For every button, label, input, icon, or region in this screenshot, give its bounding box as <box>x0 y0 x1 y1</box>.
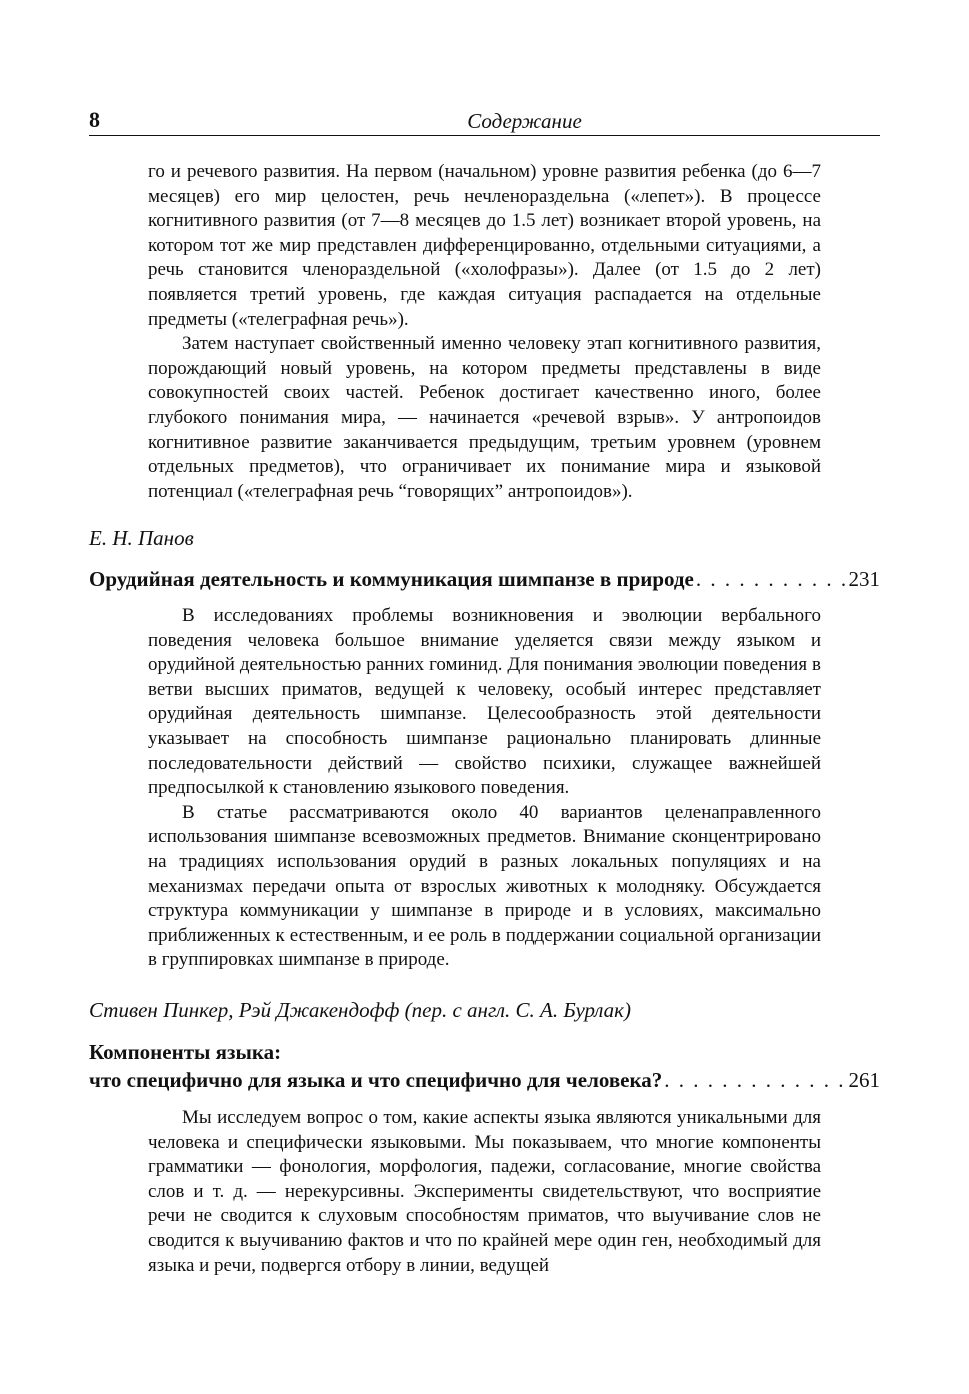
intro-text <box>148 160 821 504</box>
header-rule <box>89 135 880 136</box>
toc-entry-title: что специфично для языка и что специфично для человека? <box>89 1068 663 1092</box>
toc-page-number: 231 <box>848 567 880 591</box>
abstract-paragraph: В статье рассматриваются около 40 вариантов целенаправленного использования шимпанзе всевозможных предметов. Внимание сконцентрировано на традициях использования орудий в разных локальных популяциях и на механизмах передачи опыта от взрослых животных к молодняку. Обсуждается структура коммуникации у шимпанзе в природе и в условиях, максимально приближенных к естественным, и ее роль в поддержании социальной организации в группировках шимпанзе в природе. <box>148 801 821 971</box>
section-abstract <box>148 1106 821 1278</box>
section-abstract <box>148 604 821 973</box>
intro-paragraph: Затем наступает свойственный именно человеку этап когнитивного развития, порождающий новый уровень, на котором предметы представлены в виде совокупностей своих частей. Ребенок достигает качественно иного, более глубокого понимания мира, — начинается «речевой взрыв». У антропоидов когнитивное развитие заканчивается предыдущим, третьим уровнем (уровнем отдельных предметов), что ограничивает их понимание мира и языковой потенциал («телеграфная речь “говорящих” антропоидов»). <box>148 333 821 502</box>
abstract-paragraph: Мы исследуем вопрос о том, какие аспекты языка являются уникальными для человека и специфически языковыми. Мы показываем, что многие компоненты грамматики — фонология, морфология, падежи, согласование, многие свойства слов и т. д. — нерекурсивны. Эксперименты свидетельствуют, что восприятие речи не сводится к слуховым способностям приматов, что выучивание слов не сводится к выучиванию фактов и что по крайней мере один ген, необходимый для языка и речи, подвергся отбору в линии, ведущей <box>148 1107 821 1276</box>
toc-entry-title: Компоненты языка: <box>89 1040 282 1064</box>
toc-leader-dots <box>664 1066 846 1094</box>
toc-leader-dots <box>696 565 847 593</box>
intro-paragraph: го и речевого развития. На первом (начальном) уровне развития ребенка (до 6—7 месяцев) его мир целостен, речь нечленораздельна («лепет»). В процессе когнитивного развития (от 7—8 месяцев до 1.5 лет) возникает второй уровень, на котором тот же мир представлен дифференцированно, отдельными ситуациями, а речь становится членораздельной («холофразы»). Далее (от 1.5 до 2 лет) появляется третий уровень, где каждая ситуация распадается на отдельные предметы («телеграфная речь»). <box>148 161 821 330</box>
page-number: 8 <box>89 107 100 132</box>
section-author: Стивен Пинкер, Рэй Джакендофф (пер. с англ. С. А. Бурлак) <box>89 998 631 1022</box>
toc-entry-title: Орудийная деятельность и коммуникация шимпанзе в природе <box>89 567 694 591</box>
abstract-paragraph: В исследованиях проблемы возникновения и эволюции вербального поведения человека большое внимание уделяется связи между языком и орудийной деятельностью ранних гоминид. Для понимания эволюции поведения в ветви высших приматов, ведущей к человеку, особый интерес представляет орудийная деятельность шимпанзе. Целесообразность этой деятельности указывает на способность шимпанзе рационально планировать длинные последовательности действий — свойство психики, служащее важнейшей предпосылкой к становлению языкового поведения. <box>148 605 821 799</box>
running-header <box>89 106 880 136</box>
toc-page-number: 261 <box>848 1068 880 1092</box>
section-author: Е. Н. Панов <box>89 526 194 550</box>
toc-entry <box>89 1038 880 1094</box>
running-title: Содержание <box>467 109 582 133</box>
toc-entry <box>89 565 880 593</box>
